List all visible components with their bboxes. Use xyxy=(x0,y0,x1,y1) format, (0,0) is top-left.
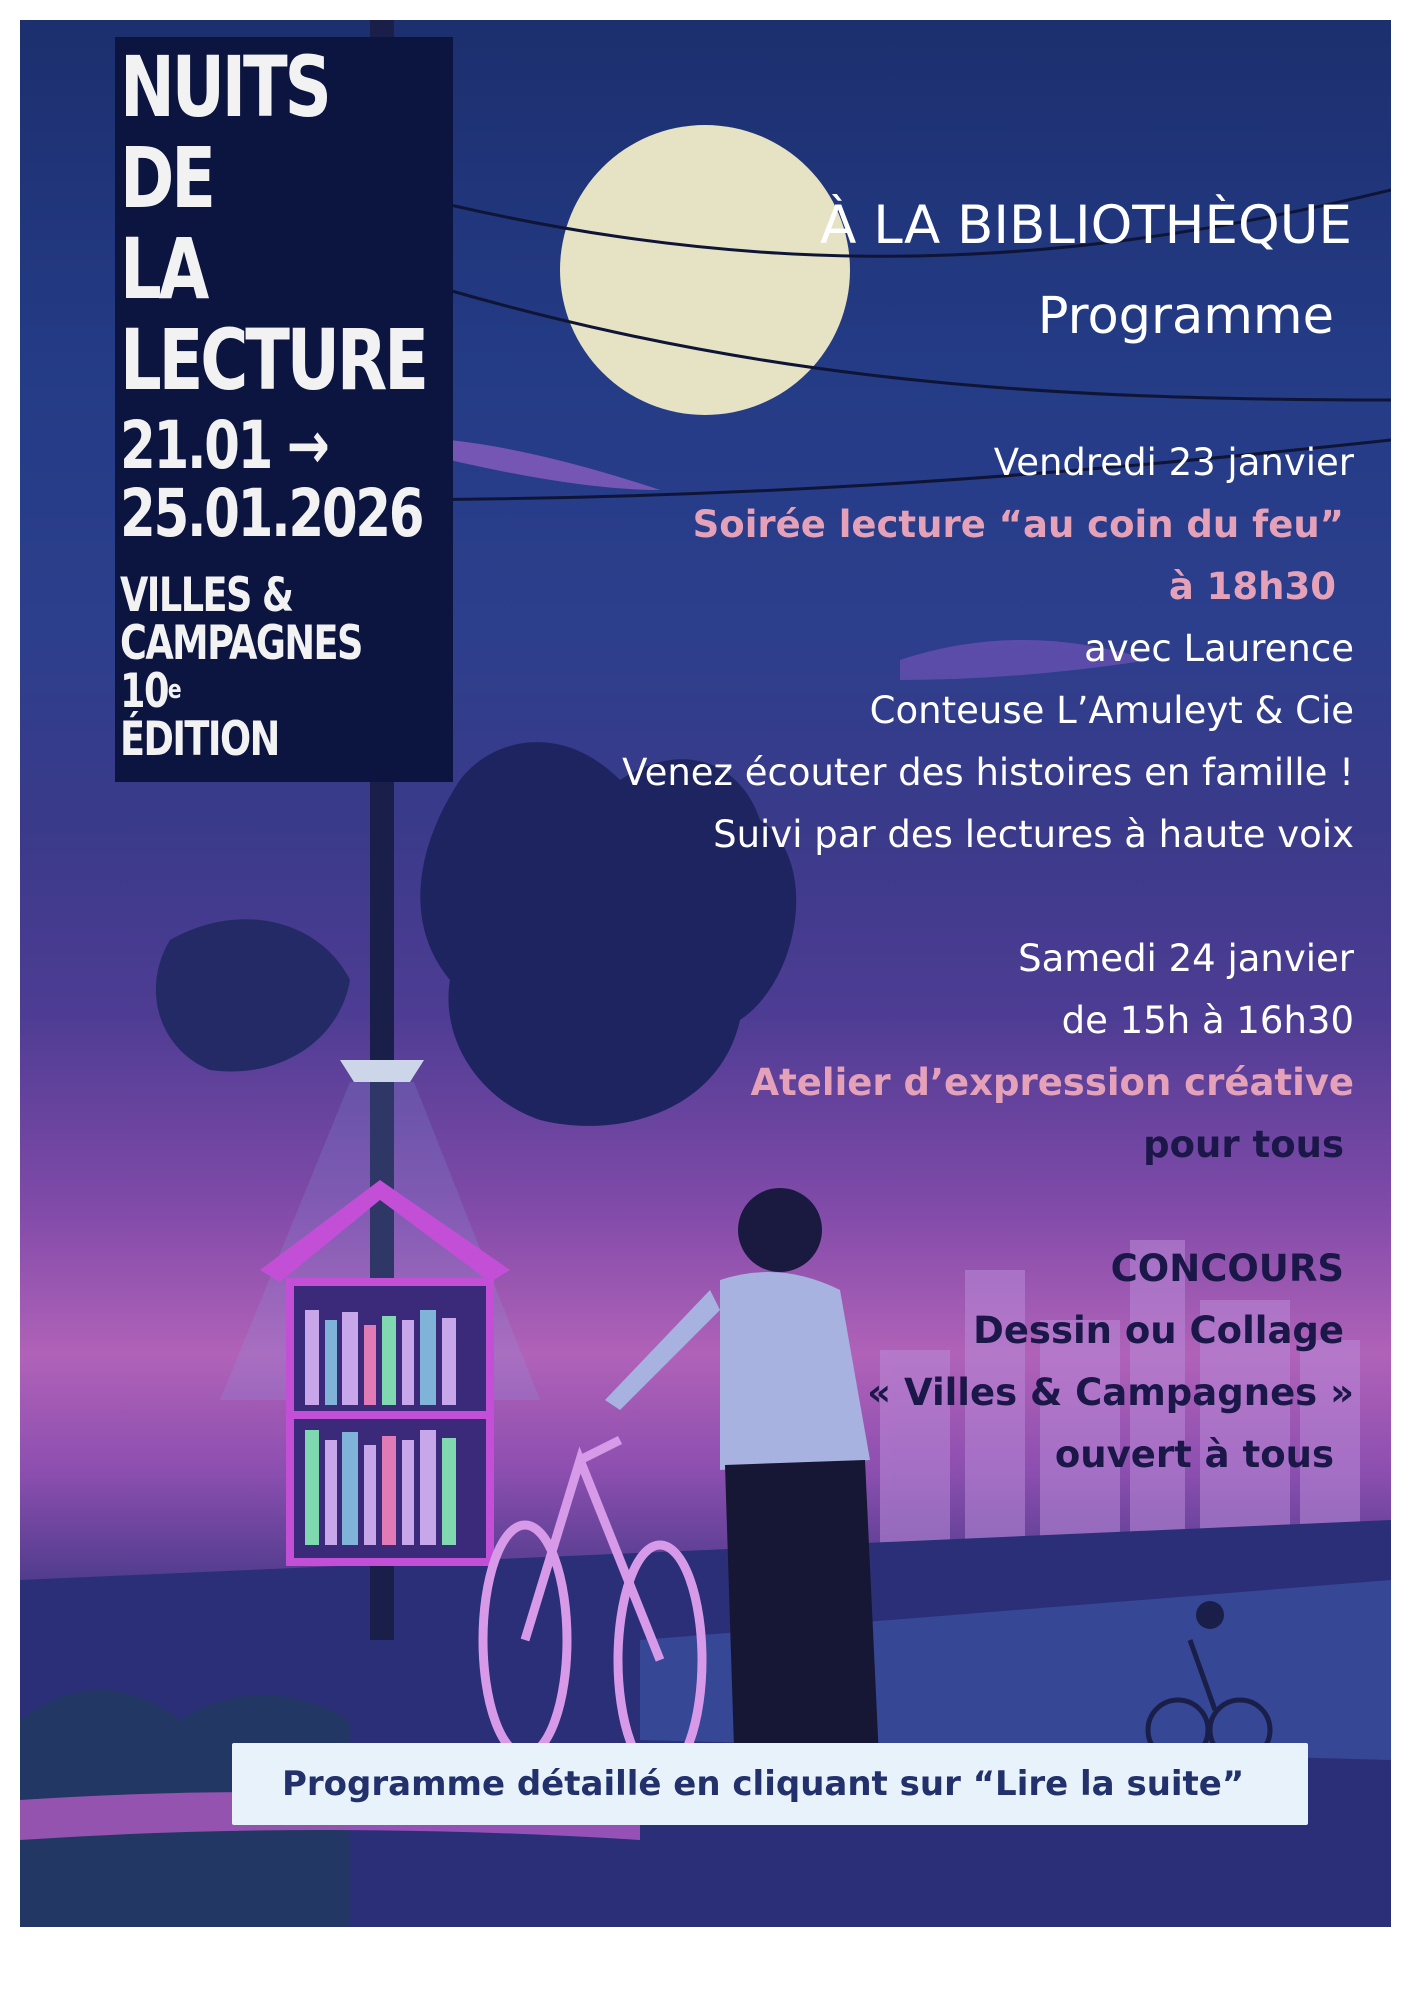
event2-date: Samedi 24 janvier xyxy=(1018,937,1354,980)
lamp-head xyxy=(340,1060,424,1082)
event1-with: avec Laurence xyxy=(1084,627,1354,670)
event-logo xyxy=(120,38,426,767)
event1-time: à 18h30 xyxy=(1168,565,1336,608)
cloud xyxy=(450,440,660,490)
event1-title: Soirée lecture “au coin du feu” xyxy=(692,503,1344,546)
logo-line: NUITS xyxy=(120,38,329,136)
contest-title: CONCOURS xyxy=(1110,1247,1344,1290)
event1-description: Venez écouter des histoires en famille ! xyxy=(622,751,1354,794)
read-more-button[interactable]: Programme détaillé en cliquant sur “Lire la suite” xyxy=(232,1743,1308,1825)
event1-company: Conteuse L’Amuleyt & Cie xyxy=(869,689,1354,732)
logo-line: DE xyxy=(120,129,213,227)
event2-audience: pour tous xyxy=(1143,1123,1344,1166)
event2-time: de 15h à 16h30 xyxy=(1061,999,1354,1042)
moon xyxy=(560,125,850,415)
event1-date: Vendredi 23 janvier xyxy=(993,441,1354,484)
logo-date-start: 21.01 → xyxy=(120,407,328,484)
logo-theme: VILLES & xyxy=(120,568,293,623)
logo-edition-number xyxy=(120,664,426,719)
logo-edition-label: ÉDITION xyxy=(120,712,279,767)
header-title: À LA BIBLIOTHÈQUE xyxy=(820,195,1352,256)
logo-theme: CAMPAGNES xyxy=(120,616,362,671)
edition-number: 10 xyxy=(120,664,168,719)
contest-audience: ouvert à tous xyxy=(1054,1433,1334,1476)
contest-theme: « Villes & Campagnes » xyxy=(867,1371,1354,1414)
event2-title: Atelier d’expression créative xyxy=(750,1061,1354,1104)
contest-type: Dessin ou Collage xyxy=(973,1309,1344,1352)
trees xyxy=(156,919,350,1071)
logo-line: LECTURE xyxy=(120,311,426,409)
logo-date-end: 25.01.2026 xyxy=(120,475,423,552)
header-subtitle: Programme xyxy=(1037,287,1334,346)
edition-suffix: e xyxy=(167,675,181,705)
trees xyxy=(420,742,796,1126)
logo-line: LA xyxy=(120,220,207,318)
event1-description: Suivi par des lectures à haute voix xyxy=(713,813,1354,856)
